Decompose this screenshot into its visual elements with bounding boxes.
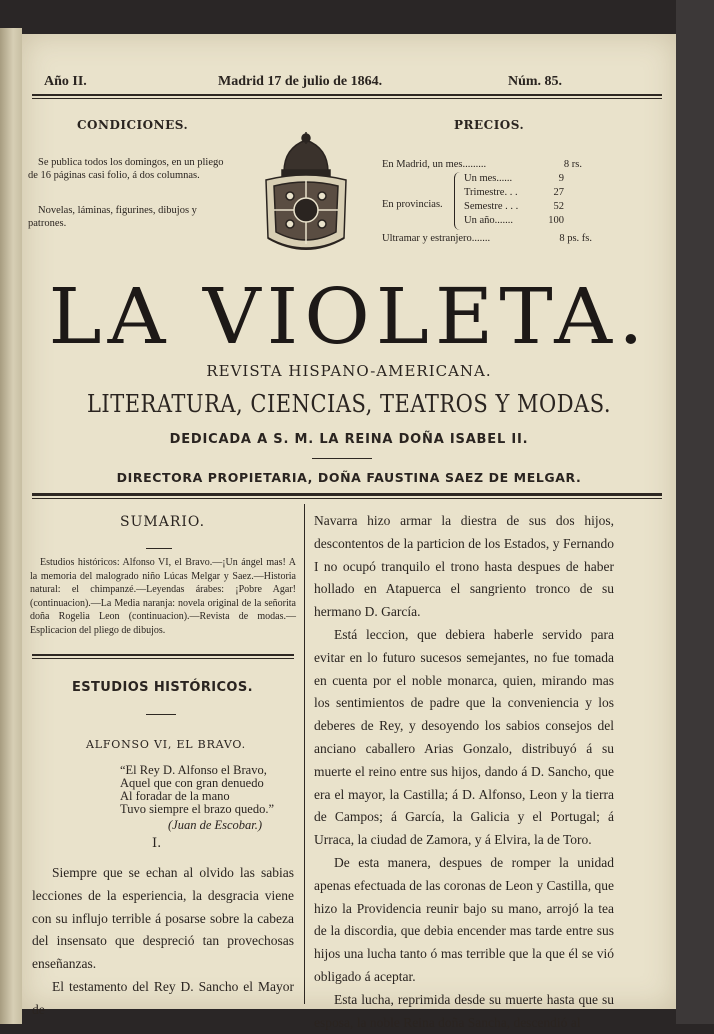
newspaper-page [22, 34, 676, 1030]
price-row [464, 172, 564, 186]
price-value: 27 [553, 187, 564, 198]
brace-provincias [454, 172, 461, 230]
price-provincias-label: En provincias. [382, 199, 443, 210]
price-value: 8 rs. [563, 159, 582, 170]
verse-line: Al foradar de la mano [120, 789, 230, 803]
masthead-title: LA VIOLETA. [48, 271, 650, 362]
price-label: En Madrid, un mes......... [382, 159, 487, 170]
prices-title: PRECIOS. [454, 118, 525, 132]
header-rule-thin [32, 98, 662, 99]
page-edge [0, 28, 22, 1024]
verse-line: Aquel que con gran denuedo [120, 776, 264, 790]
column-divider [304, 504, 305, 1004]
conditions-line1: Se publica todos los domingos, en un pliego de 16 páginas casi folio, á dos columnas. [28, 157, 224, 181]
header-rule [32, 94, 662, 96]
paragraph: Está leccion, que debiera haberle servido para evitar en lo futuro sucesos semejantes, no fue tomada en cuenta por el noble monarca, quien, mirando mas los sentimientos de padre que la conveniencia y los deberes de Rey, y desoyendo los sabios consejos del anciano caballero Arias Gonzalo, distribuyó á su muerte el reino entre sus hijos, dando á D. Sancho, que era el mayor, la Castilla; á D. Alfonso, Leon y la tierra de Campos; á García, la Galicia y el Portugal; á Urraca, la ciudad de Zamora, y á Elvira, la de Toro. [314, 626, 614, 848]
sumario-rule [146, 548, 172, 549]
paragraph: De esta manera, despues de romper la unidad apenas efectuada de las coronas de Leon y Castilla, que hizo la Providencia reunir bajo su mano, arrojó la tea de la discordia, que debia encender mas tarde entre sus hijos una lucha tanto ó mas terrible que la que él se vió obligado á aceptar. [314, 854, 614, 984]
price-row [464, 214, 564, 228]
provincias-prices [464, 172, 564, 228]
price-label: Un mes...... [464, 173, 513, 184]
issue-date: Madrid 17 de julio de 1864. [218, 74, 383, 89]
verse-line: “El Rey D. Alfonso el Bravo, [120, 763, 267, 777]
sumario-end-rule [32, 654, 294, 656]
conditions-title: CONDICIONES. [77, 118, 189, 132]
price-value: 100 [548, 215, 564, 226]
masthead-topics: LITERATURA, CIENCIAS, TEATROS Y MODAS. [86, 390, 612, 418]
conditions-line2: Novelas, láminas, figurines, dibujos y patrones. [28, 205, 197, 229]
sumario-end-rule-thin [32, 658, 294, 659]
left-body [32, 862, 294, 1022]
paragraph: Siempre que se echan al olvido las sabias lecciones de la esperiencia, la desgracia viene con su influjo terrible á posarse sobre la cabeza del insensato que despreció tan provechosas enseñanzas. [32, 865, 294, 972]
scan-background [676, 0, 714, 1024]
price-row-madrid [382, 158, 582, 172]
paragraph: El testamento del Rey D. Sancho el Mayor de [32, 978, 294, 1017]
royal-coat-of-arms-icon [254, 130, 358, 260]
masthead-director: DIRECTORA PROPIETARIA, DOÑA FAUSTINA SAEZ DE MELGAR. [116, 470, 582, 485]
price-value: 9 [558, 173, 564, 184]
price-label: Ultramar y estranjero....... [382, 233, 491, 244]
section-title: ESTUDIOS HISTÓRICOS. [72, 680, 253, 695]
price-row [464, 186, 564, 200]
verse [120, 764, 274, 816]
issue-year: Año II. [44, 74, 87, 89]
chapter-number: I. [152, 836, 162, 851]
paragraph: Navarra hizo armar la diestra de sus dos hijos, descontentos de la particion de los Estados, y Fernando I no ocupó tranquilo el trono hasta despues de haber hollado en Atapuerca el sangriento tronco de su hermano D. García. [314, 513, 614, 620]
price-label: Un año....... [464, 215, 513, 226]
right-body [314, 510, 614, 1034]
masthead-rule-thin [32, 498, 662, 499]
sumario-title: SUMARIO. [120, 514, 206, 530]
price-row-ultramar [382, 232, 592, 246]
article-title: ALFONSO VI, EL BRAVO. [86, 738, 246, 751]
masthead-subtitle: REVISTA HISPANO-AMERICANA. [206, 362, 492, 380]
masthead-rule-thick [32, 493, 662, 496]
sumario-text: Estudios históricos: Alfonso VI, el Bravo.—¡Un ángel mas! A la memoria del malogrado niño Lúcas Melgar y Saez.—Historia natural: el chimpanzé.—Leyendas árabes: ¡Pobre Agar! (continuacion).—La Media naranja: novela original de la señorita doña Rogelia Leon (continuacion).—Revista de modas.—Esplicacion del pliego de dibujos. [30, 557, 296, 636]
price-label: Semestre . . . [464, 201, 519, 212]
verse-line: Tuvo siempre el brazo quedo.” [120, 802, 275, 816]
masthead-dedication: DEDICADA A S. M. LA REINA DOÑA ISABEL II. [169, 432, 529, 447]
prices-table [382, 158, 582, 172]
price-value: 8 ps. fs. [559, 233, 592, 244]
price-row [464, 200, 564, 214]
paragraph: Esta lucha, reprimida desde su muerte hasta que su esposa, la noble Reina doña Sancha, descendió al [314, 991, 614, 1030]
price-value: 52 [553, 201, 564, 212]
verse-author: (Juan de Escobar.) [168, 818, 263, 832]
section-rule [146, 714, 176, 715]
issue-number: Núm. 85. [508, 74, 563, 89]
dedication-rule [312, 458, 372, 459]
price-label: Trimestre. . . [464, 187, 518, 198]
